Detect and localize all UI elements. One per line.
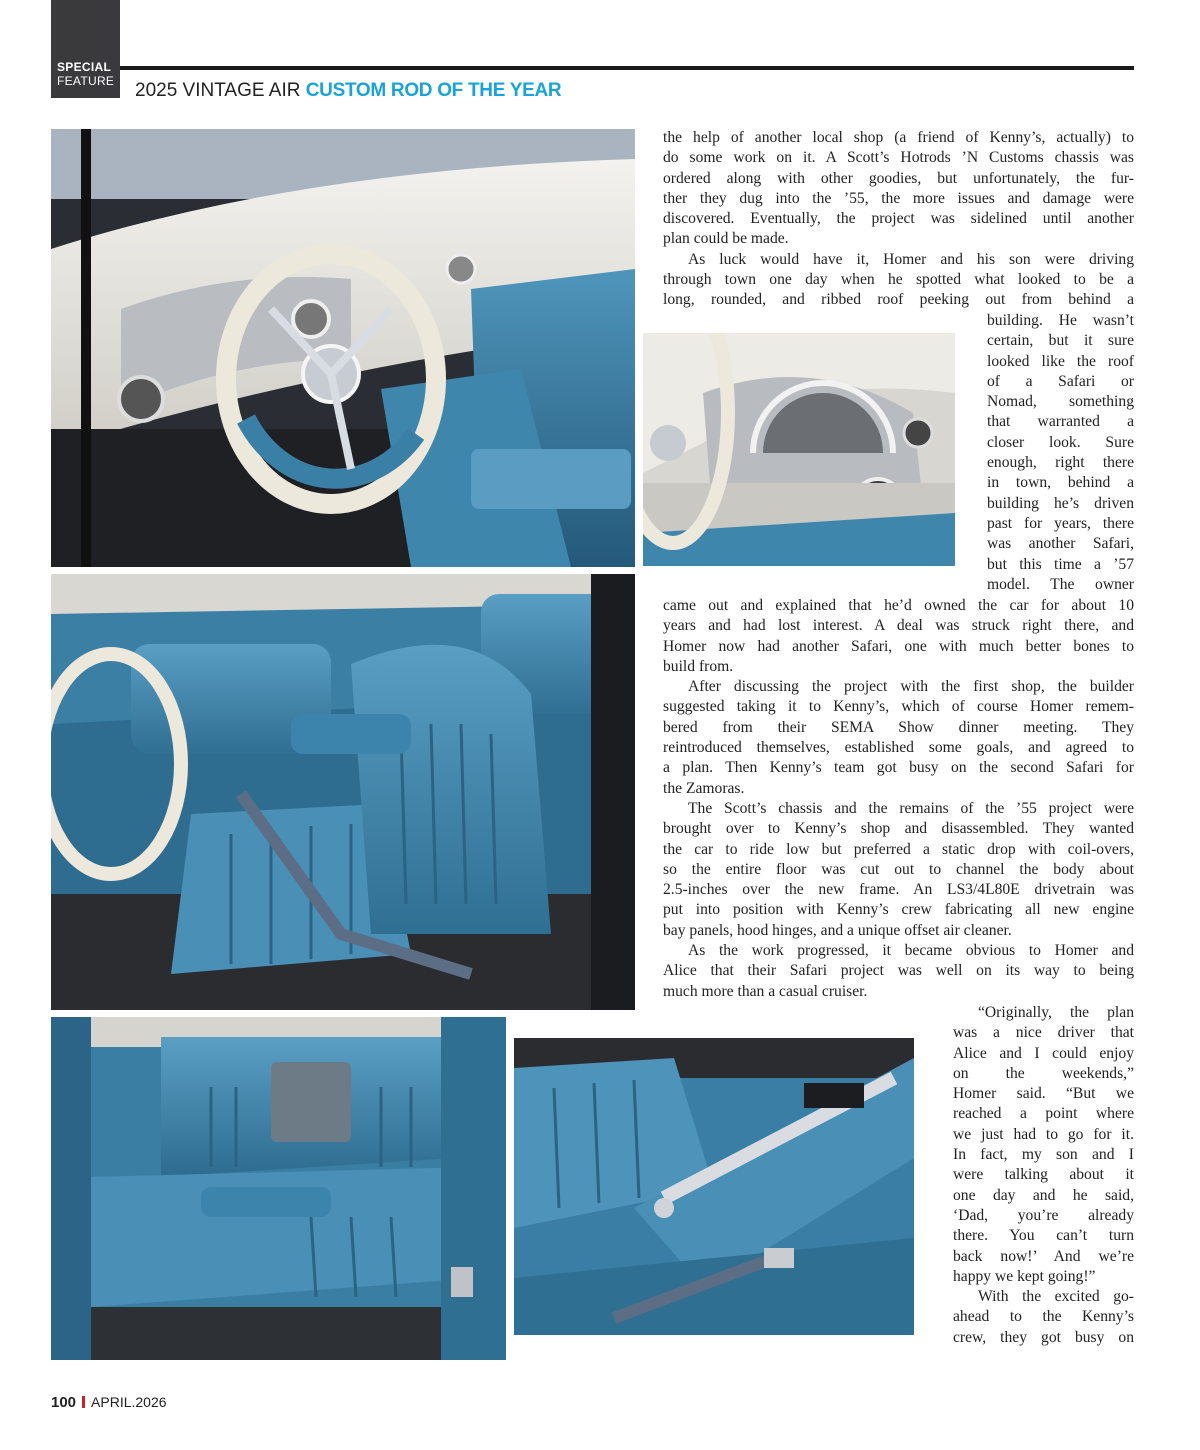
front-seats-photo xyxy=(51,574,635,1010)
text-line: The Scott’s chassis and the remains of the ’55 project were xyxy=(688,799,1134,817)
text-line: the car to ride low but preferred a static drop with coil-overs, xyxy=(663,840,1134,858)
page-title xyxy=(135,80,561,102)
text-line: ordered along with other goodies, but unfortunately, the fur- xyxy=(663,169,1134,187)
text-line: that warranted a xyxy=(987,413,1134,431)
text-line: As luck would have it, Homer and his son were driving xyxy=(688,250,1134,268)
text-line: After discussing the project with the first shop, the builder xyxy=(688,678,1134,696)
text-line: Homer said. “But we xyxy=(953,1085,1134,1103)
text-line: As the work progressed, it became obvious to Homer and xyxy=(688,942,1134,960)
text-line: brought over to Kenny’s shop and disassembled. They wanted xyxy=(663,820,1134,838)
text-line: the Zamoras. xyxy=(663,779,745,797)
console-photo xyxy=(514,1038,914,1335)
text-line: back now!’ And we’re xyxy=(953,1247,1134,1265)
title-highlight: CUSTOM ROD OF THE YEAR xyxy=(305,80,562,101)
text-line: of a Safari or xyxy=(987,372,1134,390)
section-label-special: SPECIAL xyxy=(57,60,112,74)
text-line: bered from their SEMA Show dinner meeting. They xyxy=(663,718,1134,736)
article-text-wrap-right xyxy=(987,311,1134,595)
text-line: so the entire floor was cut out to channel the body about xyxy=(663,860,1134,878)
text-line: came out and explained that he’d owned the car for about 10 xyxy=(663,597,1134,614)
article-text-middle xyxy=(663,596,1134,1002)
text-line: certain, but it sure xyxy=(987,332,1134,350)
text-line: crew, they got busy on xyxy=(953,1328,1134,1346)
text-line: reached a point where xyxy=(953,1105,1134,1123)
article-text-top xyxy=(663,128,1134,311)
rear-seat-photo xyxy=(51,1017,506,1360)
text-line: bay panels, hood hinges, and a unique offset air cleaner. xyxy=(663,921,1012,939)
text-line: build from. xyxy=(663,657,734,675)
text-line: was a nice driver that xyxy=(953,1024,1134,1042)
section-label-feature: FEATURE xyxy=(57,74,115,88)
text-line: but this time a ’57 xyxy=(987,555,1134,573)
text-line: reintroduced themselves, established some goals, and agreed to xyxy=(663,739,1134,757)
text-line: past for years, there xyxy=(987,514,1134,532)
text-line: enough, right there xyxy=(987,454,1134,472)
text-line: we just had to go for it. xyxy=(953,1125,1134,1143)
text-line: closer look. Sure xyxy=(987,433,1134,451)
text-line: there. You can’t turn xyxy=(953,1227,1134,1245)
issue-date: APRIL.2026 xyxy=(91,1394,167,1410)
text-line: Alice and I could enjoy xyxy=(953,1044,1134,1062)
text-line: long, rounded, and ribbed roof peeking out from behind a xyxy=(663,291,1134,309)
text-line: ‘Dad, you’re already xyxy=(953,1206,1134,1224)
text-line: plan could be made. xyxy=(663,230,789,248)
text-line: In fact, my son and I xyxy=(953,1146,1134,1164)
text-line: ther they dug into the ’55, the more issues and damage were xyxy=(663,189,1134,207)
text-line: one day and he said, xyxy=(953,1186,1134,1204)
text-line: through town one day when he spotted what looked to be a xyxy=(663,271,1134,289)
text-line: were talking about it xyxy=(953,1166,1134,1184)
text-line: model. The owner xyxy=(987,575,1134,593)
page-number: 100 xyxy=(51,1394,77,1411)
footer-divider xyxy=(82,1396,85,1408)
text-line: “Originally, the plan xyxy=(978,1004,1134,1021)
title-prefix: 2025 VINTAGE AIR xyxy=(135,80,301,101)
text-line: 2.5-inches over the new frame. An LS3/4L80E drivetrain was xyxy=(663,881,1134,899)
gauge-cluster-photo xyxy=(643,333,955,566)
text-line: in town, behind a xyxy=(987,474,1134,492)
section-tab xyxy=(51,0,120,98)
text-line: was another Safari, xyxy=(987,535,1134,553)
text-line: Homer now had another Safari, one with much better bones to xyxy=(663,637,1134,655)
text-line: looked like the roof xyxy=(987,352,1134,370)
text-line: With the excited go- xyxy=(978,1288,1134,1306)
text-line: ahead to the Kenny’s xyxy=(953,1308,1134,1326)
text-line: suggested taking it to Kenny’s, which of course Homer remem- xyxy=(663,698,1134,716)
text-line: the help of another local shop (a friend of Kenny’s, actually) to xyxy=(663,129,1134,146)
text-line: building he’s driven xyxy=(987,494,1134,512)
dashboard-photo xyxy=(51,129,635,567)
text-line: happy we kept going!” xyxy=(953,1267,1096,1285)
article-text-bottom-right xyxy=(953,1003,1134,1348)
text-line: a plan. Then Kenny’s team got busy on the second Safari for xyxy=(663,759,1134,777)
page-footer xyxy=(51,1394,167,1411)
text-line: Alice that their Safari project was well on its way to being xyxy=(663,962,1134,980)
header-rule xyxy=(120,66,1134,70)
text-line: put into position with Kenny’s crew fabricating all new engine xyxy=(663,901,1134,919)
text-line: years and had lost interest. A deal was struck right there, and xyxy=(663,617,1134,635)
text-line: much more than a casual cruiser. xyxy=(663,982,868,1000)
text-line: building. He wasn’t xyxy=(987,312,1134,329)
text-line: do some work on it. A Scott’s Hotrods ’N Customs chassis was xyxy=(663,149,1134,167)
text-line: Nomad, something xyxy=(987,393,1134,411)
text-line: on the weekends,” xyxy=(953,1064,1134,1082)
text-line: discovered. Eventually, the project was sidelined until another xyxy=(663,210,1134,228)
